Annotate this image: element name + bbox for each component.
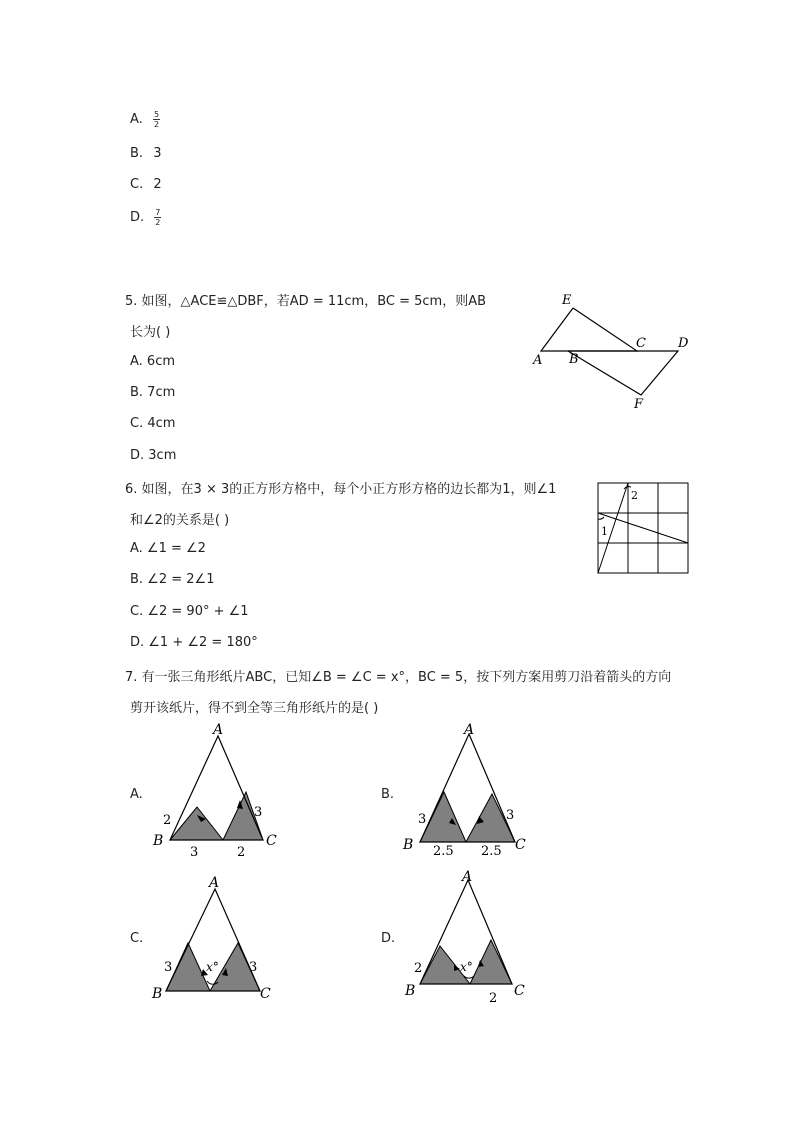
vertex-a: A [213, 722, 224, 738]
triangle-ace [541, 308, 637, 351]
vertex-b: B [403, 837, 414, 853]
q5-stem-line1: 5. 如图，△ACE≌△DBF，若AD = 11cm，BC = 5cm，则AB [125, 294, 487, 309]
vertex-a: A [209, 875, 220, 891]
label-a: A [533, 353, 543, 368]
side-label: 2 [237, 845, 246, 860]
label-c: C [636, 336, 646, 351]
side-label: 3 [249, 960, 258, 975]
q6-option-a: A. ∠1 = ∠2 [130, 541, 206, 556]
option-letter: C. [130, 177, 144, 192]
q4-option-a [130, 110, 160, 129]
q7-figure-d [398, 868, 538, 1010]
label-e: E [562, 293, 572, 308]
fraction-denominator: 2 [155, 218, 161, 227]
q7-option-a-letter: A. [130, 787, 143, 802]
q6-stem-line1: 6. 如图，在3 × 3的正方形方格中，每个小正方形方格的边长都为1，则∠1 [125, 482, 557, 497]
q7-figure-a [148, 722, 288, 862]
option-letter: A. [130, 112, 143, 127]
side-label: 2.5 [433, 844, 454, 859]
q6-option-d: D. ∠1 + ∠2 = 180° [130, 635, 258, 650]
option-letter: D. [130, 210, 145, 225]
vertex-c: C [266, 833, 277, 849]
q4-option-d [130, 208, 161, 227]
q7-figure-b [398, 722, 538, 862]
label-d: D [678, 336, 689, 351]
option-text: 3 [153, 146, 162, 161]
vertex-a: A [462, 869, 473, 885]
q5-figure [525, 288, 700, 413]
q7-stem-line1: 7. 有一张三角形纸片ABC，已知∠B = ∠C = x°，BC = 5，按下列方案用剪刀沿着箭头的方向 [125, 670, 672, 685]
side-label: 2.5 [481, 844, 502, 859]
q7-option-d-letter: D. [381, 931, 396, 946]
vertex-a: A [464, 722, 475, 738]
fraction [154, 208, 161, 227]
fraction [153, 110, 160, 129]
angle1-label: 1 [601, 525, 608, 538]
angle2-label: 2 [631, 489, 638, 502]
q7-option-c-letter: C. [130, 931, 144, 946]
side-label: 2 [163, 813, 172, 828]
angle1-arc [598, 517, 604, 519]
vertex-b: B [153, 833, 164, 849]
option-text: 2 [153, 177, 162, 192]
vertex-c: C [515, 837, 526, 853]
angle-label: x° [206, 960, 219, 974]
vertex-c: C [260, 986, 271, 1002]
side-label: 3 [418, 812, 427, 827]
triangle-dbf [568, 351, 678, 395]
q5-option-b: B. 7cm [130, 385, 176, 400]
side-label: 2 [489, 991, 498, 1006]
q4-option-c [130, 177, 162, 192]
fraction-numerator: 5 [153, 110, 160, 119]
q6-option-b: B. ∠2 = 2∠1 [130, 572, 215, 587]
diagonal-line-2 [598, 513, 688, 543]
side-label: 3 [164, 960, 173, 975]
angle-label: x° [460, 960, 473, 974]
q7-figure-c [148, 873, 288, 1005]
q6-stem-line2: 和∠2的关系是( ) [130, 513, 230, 528]
side-label: 3 [190, 845, 199, 860]
side-label: 3 [254, 805, 263, 820]
option-letter: B. [130, 146, 144, 161]
side-label: 3 [506, 808, 515, 823]
fraction-numerator: 7 [155, 208, 161, 217]
q7-option-b-letter: B. [381, 787, 395, 802]
label-b: B [569, 352, 579, 367]
q5-stem-line2: 长为( ) [130, 325, 171, 340]
side-label: 2 [414, 961, 423, 976]
fraction-denominator: 2 [153, 120, 160, 129]
q6-option-c: C. ∠2 = 90° + ∠1 [130, 604, 249, 619]
label-f: F [634, 397, 644, 412]
q6-grid-figure [595, 479, 693, 577]
vertex-b: B [405, 983, 416, 999]
vertex-c: C [514, 983, 525, 999]
vertex-b: B [152, 986, 163, 1002]
q4-option-b [130, 146, 161, 161]
q5-option-c: C. 4cm [130, 416, 176, 431]
q7-stem-line2: 剪开该纸片，得不到全等三角形纸片的是( ) [130, 701, 379, 716]
q5-option-d: D. 3cm [130, 448, 177, 463]
q5-option-a: A. 6cm [130, 354, 176, 369]
